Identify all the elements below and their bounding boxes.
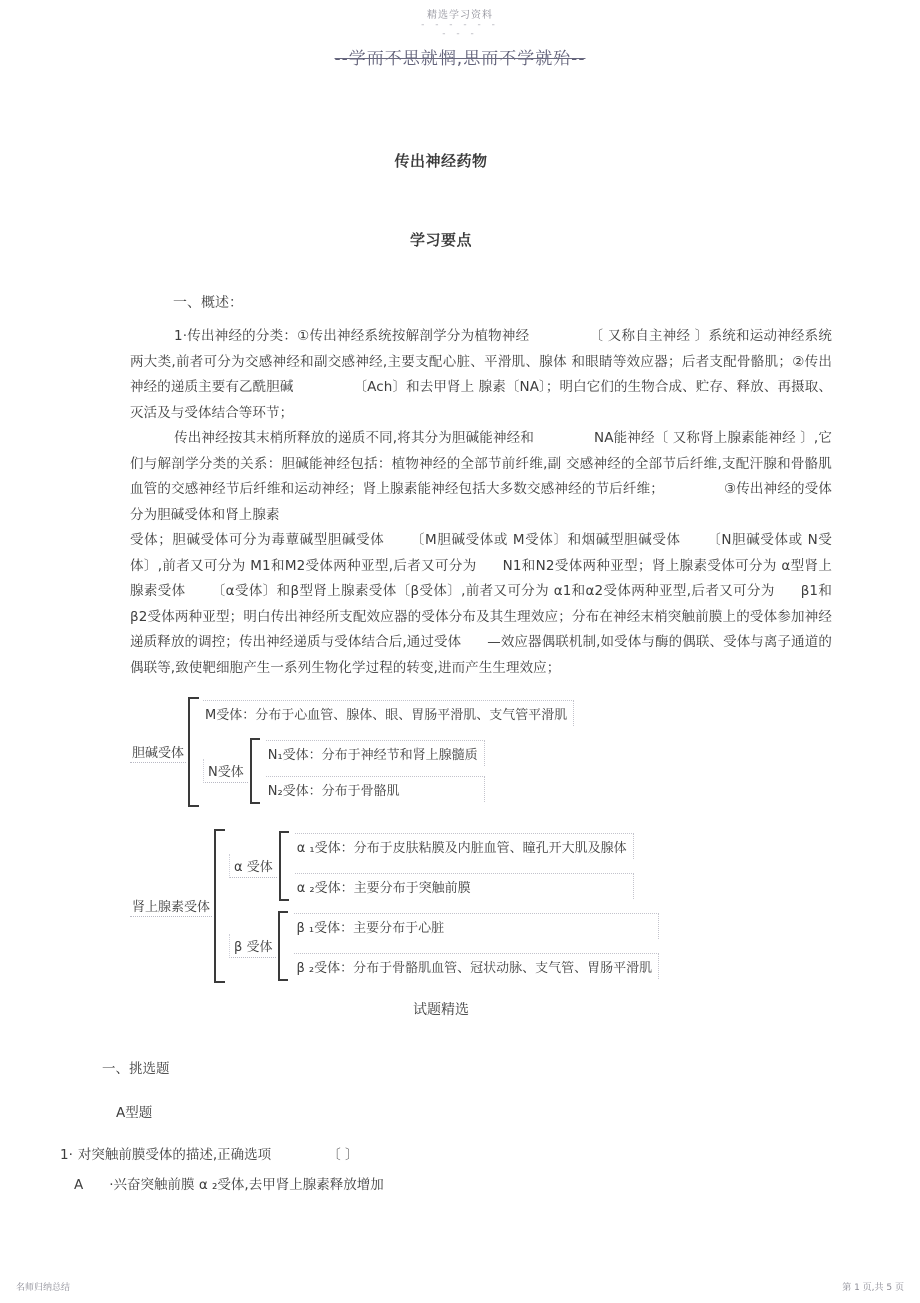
option-row-a bbox=[30, 1173, 832, 1193]
footer-page-number: 第 1 页,共 5 页 bbox=[842, 1283, 904, 1293]
question-number: 1· bbox=[60, 1147, 73, 1163]
paragraph-transmitter-types bbox=[30, 426, 832, 528]
diagram-node-n2-receptor: N₂受体：分布于骨骼肌 bbox=[266, 776, 485, 802]
exercises-section-label: 一、挑选题 bbox=[102, 1061, 170, 1077]
diagram-adrenergic-receptors bbox=[30, 829, 832, 983]
diagram-node-beta2-receptor: β ₂受体：分布于骨骼肌血管、冠状动脉、支气管、胃肠平滑肌 bbox=[294, 953, 659, 979]
para-2-tailgap: ③传出神经的受体分为胆碱受体和肾上腺素 bbox=[130, 481, 832, 523]
para-2-rest: 素能神经 〕,它们与解剖学分类的关系：胆碱能神经包括：植物神经的全部节前纤维,副 交感神经的全部节后纤维,支配汗腺和骨骼肌血管的交感神经节后纤维和运动神经；肾上腺素能神经包括大多数交感神经的节后纤维； bbox=[130, 430, 832, 497]
document-content bbox=[0, 150, 920, 1193]
watermark-dots-line-2: - - - bbox=[442, 29, 478, 39]
body-line-7: 传出神经递质与受体结合后,通过受体 bbox=[238, 634, 462, 650]
bracket-beta-receptor bbox=[278, 911, 288, 981]
watermark-motto: --学而不思就惘,思而不学就殆-- bbox=[334, 49, 586, 69]
option-letter-a: A bbox=[74, 1177, 84, 1193]
para-2-lead: 传出神经按其末梢所释放的递质不同,将其分为胆碱能神经和 bbox=[174, 430, 534, 446]
exercises-heading: 试题精选 bbox=[413, 1002, 469, 1018]
bracket-alpha-receptor bbox=[279, 831, 289, 901]
diagram-node-n1-receptor: N₁受体：分布于神经节和肾上腺髓质 bbox=[266, 740, 485, 766]
paragraph-receptor-subtypes bbox=[30, 528, 832, 681]
paragraph-classification bbox=[30, 324, 832, 426]
diagram-node-beta-receptor-label: β 受体 bbox=[229, 934, 276, 958]
para-2-gaptext: NA能神经〔 又称肾上腺 bbox=[594, 430, 742, 446]
page-title: 传出神经药物 bbox=[394, 152, 488, 170]
question-answer-blank: 〔 〕 bbox=[327, 1147, 359, 1163]
question-row bbox=[30, 1143, 832, 1163]
bracket-cholinergic-main bbox=[188, 697, 199, 807]
para-1-gaptext: 〔 又称自主神经 〕系统和 bbox=[589, 328, 750, 344]
diagram-node-alpha-receptor-label: α 受体 bbox=[229, 854, 277, 878]
para-1-rest: 运动神经系统两大类,前者可分为交感神经和副交感神经,主要支配心脏、平滑肌、腺体 和眼睛等效应器；后者支配骨骼肌；②传出神经的递质主要有乙酰胆碱 bbox=[130, 328, 833, 395]
watermark-dots-line-1: - - - - - - bbox=[421, 20, 499, 30]
exercises-type-label: A型题 bbox=[116, 1105, 153, 1121]
option-text-a: ·兴奋突触前膜 α ₂受体,去甲肾上腺素释放增加 bbox=[109, 1177, 384, 1193]
diagram-cholinergic-root-label: 胆碱受体 bbox=[130, 741, 186, 763]
diagram-node-alpha1-receptor: α ₁受体：分布于皮肤粘膜及内脏血管、瞳孔开大肌及腺体 bbox=[295, 833, 634, 859]
diagram-node-beta1-receptor: β ₁受体：主要分布于心脏 bbox=[294, 913, 659, 939]
diagram-node-m-receptor: M受体：分布于心血管、腺体、眼、胃肠平滑肌、支气管平滑肌 bbox=[203, 700, 574, 726]
body-line-4: N1和N2受体两种亚型；肾上腺素受体可分为 α型肾上腺素受体 bbox=[130, 557, 832, 599]
body-line-6: β1和β2受体两种亚型；明白传出神经所支配效应器的受体分布及其生理效应；分布在神经末梢突触前膜上的受体参加神经递质释放的调控； bbox=[130, 583, 832, 650]
page-footer bbox=[0, 1280, 920, 1293]
diagram-cholinergic-receptors bbox=[30, 697, 832, 807]
body-line-5: 〔α受体〕和β型肾上腺素受体〔β受体〕,前者又可分为 α1和α2受体两种亚型,后者又可分为 bbox=[211, 583, 775, 599]
section-heading-overview: 一、概述： bbox=[173, 295, 243, 311]
para-1-lead: 1·传出神经的分类：①传出神经系统按解剖学分为植物神经 bbox=[174, 328, 530, 344]
page-subtitle: 学习要点 bbox=[409, 231, 472, 249]
bracket-n-receptor bbox=[250, 738, 260, 804]
para-1-tail: 肾上 腺素〔NA〕；明白它们的生物合成、贮存、释放、再摄取、灭活及与受体结合等环节； bbox=[130, 379, 833, 421]
diagram-adrenergic-root-label: 肾上腺素受体 bbox=[130, 895, 212, 917]
body-line-2: 〔M胆碱受体或 M受体〕和烟碱型胆碱受体 bbox=[410, 532, 681, 548]
diagram-node-n-receptor-label: N受体 bbox=[203, 759, 248, 783]
watermark-top-text: 精选学习资料 bbox=[427, 10, 493, 21]
diagram-node-alpha2-receptor: α ₂受体：主要分布于突触前膜 bbox=[295, 873, 634, 899]
question-text: 对突触前膜受体的描述,正确选项 bbox=[77, 1147, 272, 1163]
para-1-tailgap: 〔Ach〕和去甲 bbox=[353, 379, 447, 395]
body-line-1: 受体；胆碱受体可分为毒蕈碱型胆碱受体 bbox=[130, 532, 385, 548]
bracket-adrenergic-main bbox=[214, 829, 225, 983]
footer-left-text: 名师归纳总结 bbox=[16, 1283, 71, 1293]
body-line-3: 〔N胆碱受体或 N受体〕,前者又可分为 M1和M2受体两种亚型,后者又可分为 bbox=[130, 532, 832, 574]
body-line-8: —效应器偶联机制,如受体与酶的偶联、受体与离子通道的偶联等,致使靶细胞产生一系列生物化学过程的转变,进而产生生理效应； bbox=[130, 634, 832, 676]
